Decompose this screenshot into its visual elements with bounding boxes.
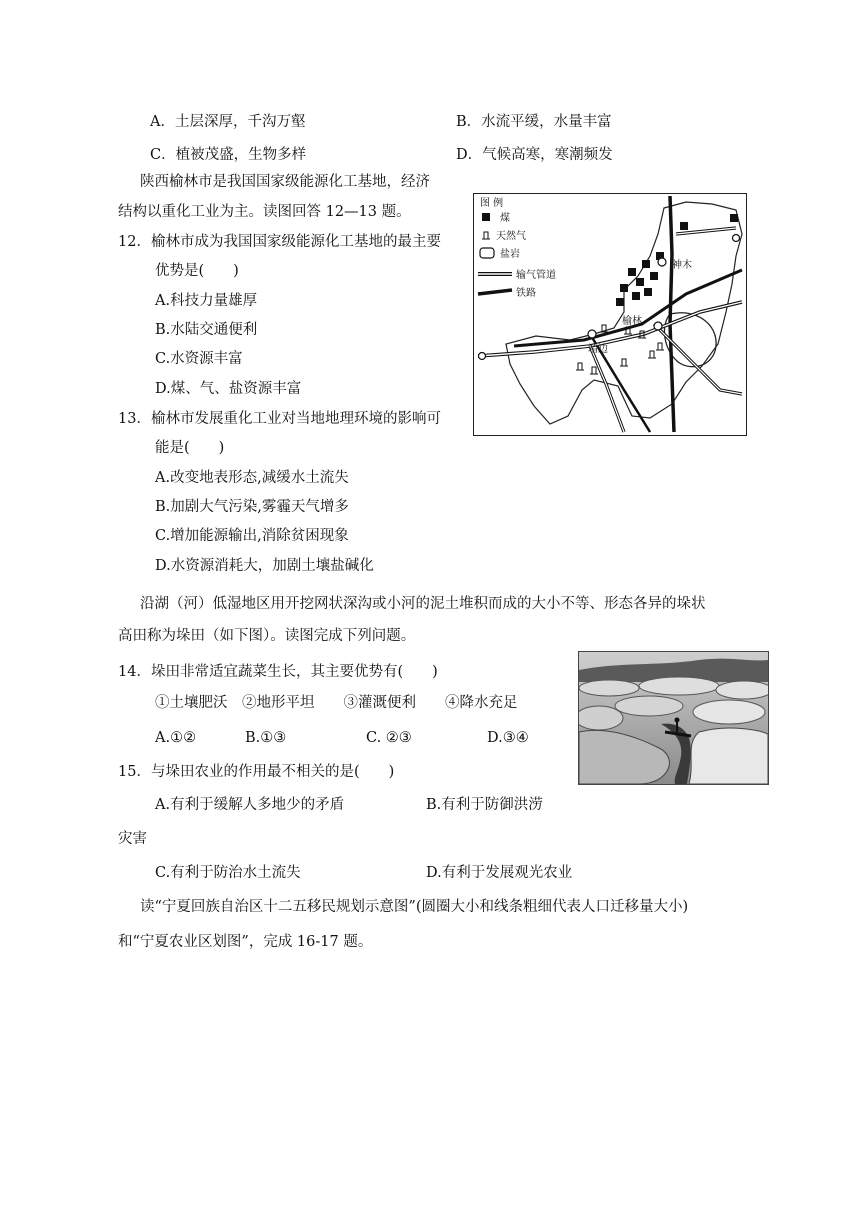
gas-marker — [576, 363, 584, 370]
coal-marker — [650, 272, 658, 280]
q14-option-d: D.③④ — [487, 730, 529, 746]
q12-option-b: B.水陆交通便利 — [155, 322, 258, 338]
gas-marker — [620, 359, 628, 366]
coal-marker — [628, 268, 636, 276]
q15-stem: 15．与垛田农业的作用最不相关的是( ) — [118, 764, 395, 780]
q14-option-a: A.①② — [155, 730, 197, 746]
q15-option-a: A.有利于缓解人多地少的矛盾 — [155, 797, 345, 813]
yulin-map-drawing — [474, 194, 745, 434]
q12-stem-line2: 优势是( ) — [155, 263, 239, 279]
legend-gas-label: 天然气 — [496, 231, 526, 242]
coal-marker — [642, 260, 650, 268]
legend-coal-swatch — [482, 213, 490, 221]
coal-marker — [632, 292, 640, 300]
gas-marker — [590, 367, 598, 374]
coal-marker — [730, 214, 738, 222]
coal-marker — [616, 298, 624, 306]
q11-option-c: C．植被茂盛，生物多样 — [150, 147, 307, 163]
q12-option-d: D.煤、气、盐资源丰富 — [155, 381, 302, 397]
legend-rail-label: 铁路 — [516, 288, 536, 299]
coal-marker — [620, 284, 628, 292]
q11-option-a: A．土层深厚，千沟万壑 — [150, 114, 306, 130]
q14-stem: 14．垛田非常适宜蔬菜生长，其主要优势有( ) — [118, 664, 438, 680]
q14-items: ①土壤肥沃 ②地形平坦 ③灌溉便利 ④降水充足 — [155, 695, 518, 711]
legend-coal-label: 煤 — [500, 213, 510, 224]
q15-option-c: C.有利于防治水土流失 — [155, 865, 301, 881]
intro-12-13-line1: 陕西榆林市是我国国家级能源化工基地，经济 — [140, 174, 430, 190]
gas-pipeline-east — [654, 324, 742, 394]
legend-rail-swatch — [478, 290, 512, 294]
legend-pipe-label: 输气管道 — [516, 270, 556, 281]
q11-option-d: D．气候高寒，寒潮频发 — [456, 147, 613, 163]
intro-14-15-line2: 高田称为垛田（如下图）。读图完成下列问题。 — [118, 628, 416, 644]
q13-stem-line2: 能是( ) — [155, 440, 225, 456]
coal-marker — [680, 222, 688, 230]
legend-title: 图 例 — [480, 198, 504, 209]
city-label-jingbian: 靖边 — [588, 344, 608, 355]
legend-salt-label: 盐岩 — [500, 249, 520, 260]
q15-option-d: D.有利于发展观光农业 — [426, 865, 573, 881]
q12-option-c: C.水资源丰富 — [155, 351, 243, 367]
yulin-map — [473, 193, 747, 436]
q12-option-a: A.科技力量雄厚 — [155, 293, 258, 309]
coal-marker — [644, 288, 652, 296]
city-marker-shenmu — [658, 258, 666, 266]
duotian-photo — [578, 651, 769, 785]
q13-stem-line1: 13．榆林市发展重化工业对当地地理环境的影响可 — [118, 411, 441, 427]
q11-option-b: B．水流平缓，水量丰富 — [456, 114, 612, 130]
q15-option-b-line1: B.有利于防御洪涝 — [426, 797, 543, 813]
q14-option-b: B.①③ — [245, 730, 287, 746]
q13-option-d: D.水资源消耗大，加剧土壤盐碱化 — [155, 558, 374, 574]
legend-salt-swatch — [480, 248, 494, 258]
duotian-photo-drawing — [579, 652, 768, 784]
city-label-yulin: 榆林 — [622, 316, 642, 327]
intro-14-15-line1: 沿湖（河）低湿地区用开挖网状深沟或小河的泥土堆积而成的大小不等、形态各异的垛状 — [140, 596, 706, 612]
q15-option-b-line2: 灾害 — [118, 831, 147, 847]
coal-marker — [636, 278, 644, 286]
city-label-shenmu: 神木 — [672, 260, 692, 271]
city-marker-jingbian — [588, 330, 596, 338]
railway-line-ew — [514, 270, 742, 346]
railway-line-ns — [670, 196, 674, 432]
q14-option-c: C. ②③ — [366, 730, 412, 746]
intro-16-17-line2: 和“宁夏农业区划图”，完成 16-17 题。 — [118, 934, 373, 950]
gas-marker — [656, 343, 664, 350]
intro-12-13-line2: 结构以重化工业为主。读图回答 12—13 题。 — [118, 204, 411, 220]
city-marker-yulin — [654, 322, 662, 330]
q13-option-b: B.加剧大气污染,雾霾天气增多 — [155, 499, 349, 515]
right-field — [689, 728, 768, 784]
legend-gas-swatch — [482, 232, 490, 239]
q12-stem-line1: 12．榆林市成为我国国家级能源化工基地的最主要 — [118, 234, 441, 250]
q13-option-a: A.改变地表形态,减缓水土流失 — [155, 470, 349, 486]
gas-marker — [648, 351, 656, 358]
q13-option-c: C.增加能源输出,消除贫困现象 — [155, 528, 349, 544]
intro-16-17-line1: 读“宁夏回族自治区十二五移民规划示意图”(圆圈大小和线条粗细代表人口迁移量大小) — [140, 899, 689, 915]
